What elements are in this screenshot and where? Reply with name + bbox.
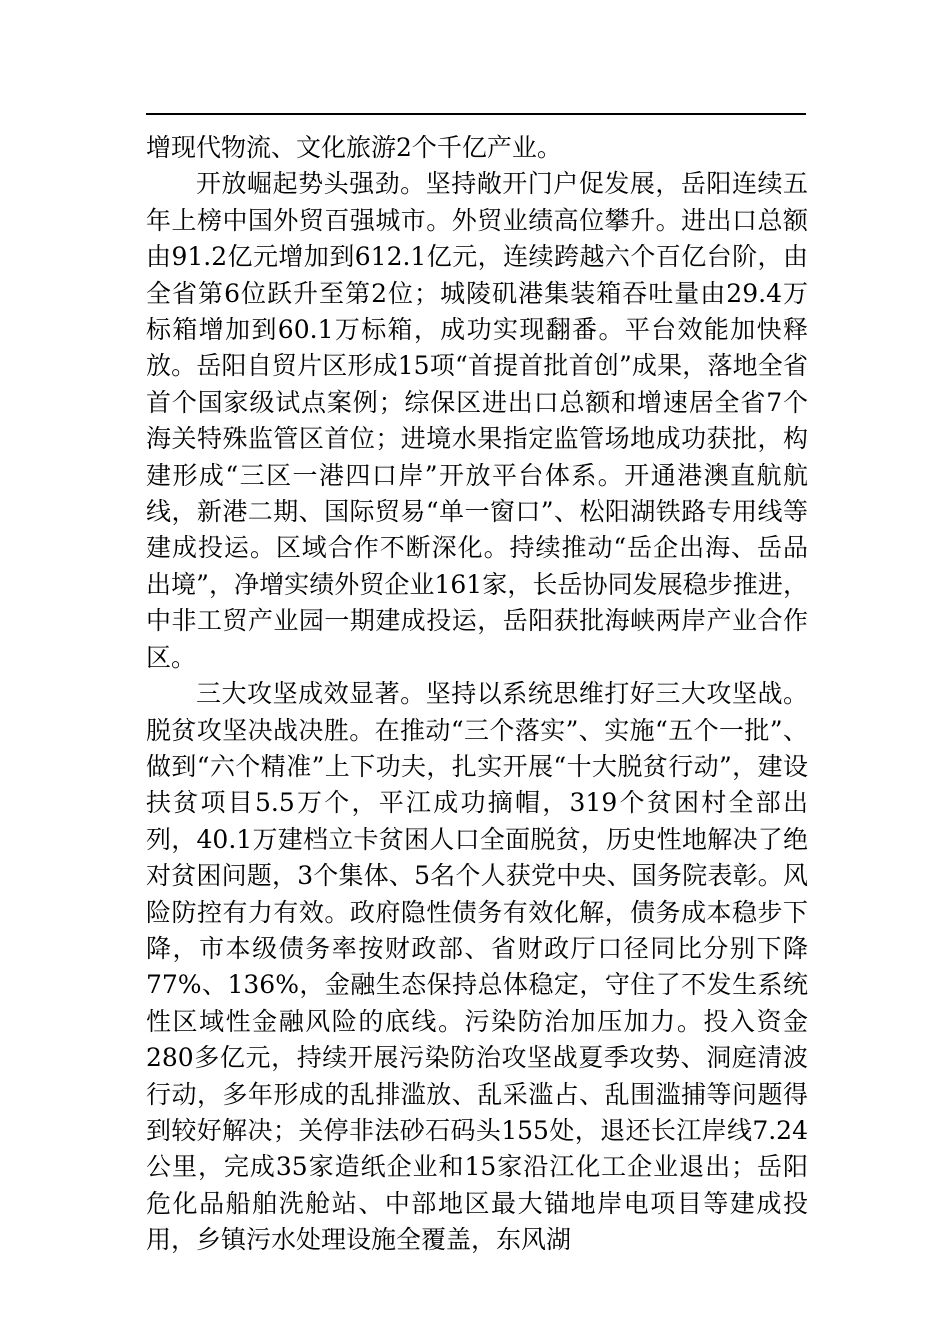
paragraph-1: 增现代物流、文化旅游2个千亿产业。 (146, 133, 562, 162)
paragraph-3: 三大攻坚成效显著。坚持以系统思维打好三大攻坚战。脱贫攻坚决战决胜。在推动“三个落实”、实施“五个一批”、做到“六个精准”上下功夫，扎实开展“十大脱贫行动”，建设扶贫项目5.5万个，平江成功摘帽，319个贫困村全部出列，40.1万建档立卡贫困人口全面脱贫，历史性地解决了绝对贫困问题，3个集体、5名个人获党中央、国务院表彰。风险防控有力有效。政府隐性债务有效化解，债务成本稳步下降，市本级债务率按财政部、省财政厅口径同比分别下降77%、136%，金融生态保持总体稳定，守住了不发生系统性区域性金融风险的底线。污染防治加压加力。投入资金280多亿元，持续开展污染防治攻坚战夏季攻势、洞庭清波行动，多年形成的乱排滥放、乱采滥占、乱围滥捕等问题得到较好解决；关停非法砂石码头155处，退还长江岸线7.24公里，完成35家造纸企业和15家沿江化工企业退出；岳阳危化品船舶洗舱站、中部地区最大锚地岸电项目等建成投用，乡镇污水处理设施全覆盖，东风湖 (146, 679, 808, 1255)
header-rule (146, 113, 806, 115)
paragraph-2: 开放崛起势头强劲。坚持敞开门户促发展，岳阳连续五年上榜中国外贸百强城市。外贸业绩高位攀升。进出口总额由91.2亿元增加到612.1亿元，连续跨越六个百亿台阶，由全省第6位跃升至第2位；城陵矶港集装箱吞吐量由29.4万标箱增加到60.1万标箱，成功实现翻番。平台效能加快释放。岳阳自贸片区形成15项“首提首批首创”成果，落地全省首个国家级试点案例；综保区进出口总额和增速居全省7个海关特殊监管区首位；进境水果指定监管场地成功获批，构建形成“三区一港四口岸”开放平台体系。开通港澳直航航线，新港二期、国际贸易“单一窗口”、松阳湖铁路专用线等建成投运。区域合作不断深化。持续推动“岳企出海、岳品出境”，净增实绩外贸企业161家，长岳协同发展稳步推进，中非工贸产业园一期建成投运，岳阳获批海峡两岸产业合作区。 (146, 169, 808, 672)
document-body (146, 130, 808, 1259)
